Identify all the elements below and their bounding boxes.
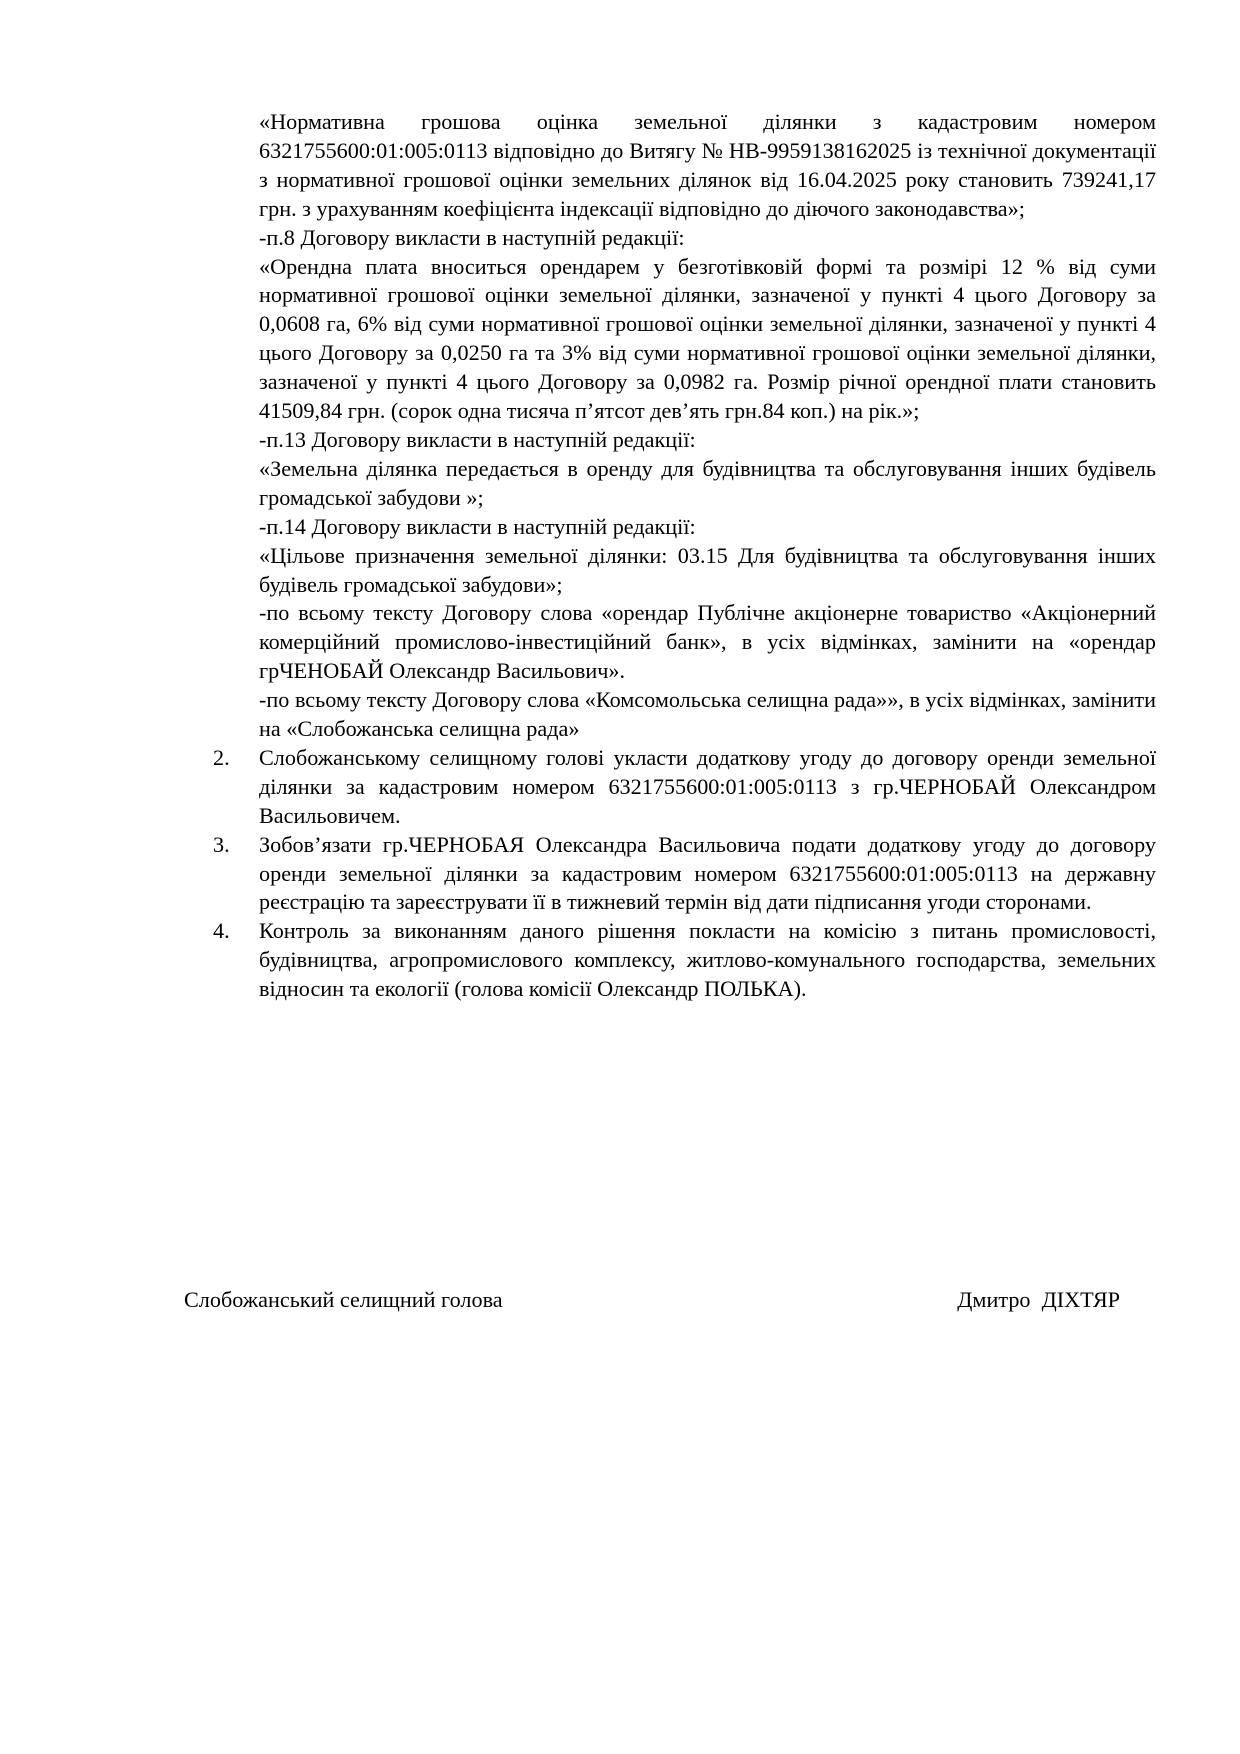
paragraph-land-purpose: «Земельна ділянка передається в оренду для будівництва та обслуговування інших будівель громадської забудови »; [259,455,1156,510]
paragraph-tenant-replacement: -по всьому тексту Договору слова «орендар Публічне акціонерне товариство «Акціонерний комерційний промислово-інвестиційний банк», в усіх відмінках, замінити на «орендар грЧЕНОБАЙ Олександр Васильович». [259,600,1156,684]
paragraph-council-replacement: -по всьому тексту Договору слова «Комсомольська селищна рада»», в усіх відмінках, замінити на «Слобожанська селищна рада» [259,687,1156,742]
list-item-4 [213,917,1156,1004]
list-item-number: 3. [213,831,230,857]
list-item-text: Зобов’язати гр.ЧЕРНОБАЯ Олександра Васильовича подати додаткову угоду до договору оренди земельної ділянки за кадастровим номером 6321755600:01:005:0113 на державну реєстрацію та зареєструвати її в тижневий термін від дати підписання угоди сторонами. [259,831,1156,915]
paragraph-target-purpose: «Цільове призначення земельної ділянки: 03.15 Для будівництва та обслуговування інших будівель громадської забудови»; [259,542,1156,597]
list-item-text: Слобожанському селищному голові укласти додаткову угоду до договору оренди земельної ділянки за кадастровим номером 6321755600:01:005:0113 з гр.ЧЕРНОБАЙ Олександром Васильовичем. [259,744,1156,828]
signatory-name: Дмитро ДІХТЯР [957,1287,1120,1312]
list-item-2 [213,744,1156,831]
paragraph-clause-14-heading: -п.14 Договору викласти в наступній редакції: [259,513,696,539]
paragraph-normative-valuation: «Нормативна грошова оцінка земельної ділянки з кадастровим номером 6321755600:01:005:0113 відповідно до Витягу № НВ-9959138162025 із технічної документації з нормативної грошової оцінки земельних ділянок від 16.04.2025 року становить 739241,17 грн. з урахуванням коефіцієнта індексації відповідно до діючого законодавства»; [259,109,1156,221]
paragraph-clause-8-heading: -п.8 Договору викласти в наступній редакції: [259,224,685,250]
list-item-3 [213,831,1156,918]
list-item-text: Контроль за виконанням даного рішення покласти на комісію з питань промисловості, будівництва, агропромислового комплексу, житлово-комунального господарства, земельних відносин та екології (голова комісії Олександр ПОЛЬКА). [259,918,1156,1002]
paragraph-clause-13-heading: -п.13 Договору викласти в наступній редакції: [259,426,696,452]
signatory-position: Слобожанський селищний голова [184,1287,503,1312]
list-item-number: 4. [213,918,230,944]
paragraph-rent-payment: «Орендна плата вноситься орендарем у безготівковій формі та розмірі 12 % від суми нормативної грошової оцінки земельної ділянки, зазначеної у пункті 4 цього Договору за 0,0608 га, 6% від суми нормативної грошової оцінки земельної ділянки, зазначеної у пункті 4 цього Договору за 0,0250 га та 3% від суми нормативної грошової оцінки земельної ділянки, зазначеної у пункті 4 цього Договору за 0,0982 га. Розмір річної орендної плати становить 41509,84 грн. (сорок одна тисяча п’ятсот дев’ять грн.84 коп.) на рік.»; [259,253,1156,424]
decision-body [213,108,1156,1004]
list-item-number: 2. [213,744,230,770]
